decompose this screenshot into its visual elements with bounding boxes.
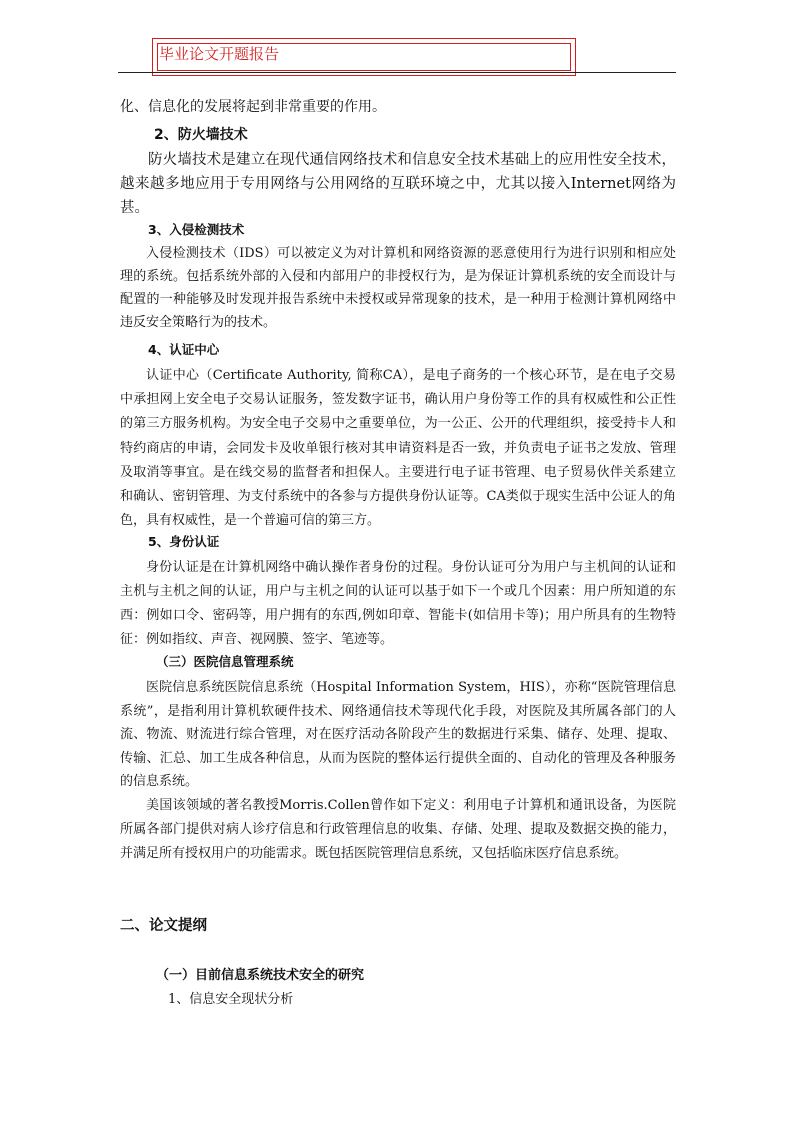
heading-ids: 3、入侵检测技术 — [148, 222, 245, 237]
header-rule — [118, 72, 676, 73]
outline-item-1-1: 1、信息安全现状分析 — [168, 992, 294, 1007]
paragraph-ca: 认证中心（Certificate Authority, 简称CA），是电子商务的一个核心环节，是在电子交易中承担网上安全电子交易认证服务，签发数字证书，确认用户身份等工作的具有权威性和公正性的第三方服务机构。为安全电子交易中之重要单位，为一公正、公开的代理组织，接受持卡人和特约商店的申请，会同发卡及收单银行核对其申请资料是否一致，并负责电子证书之发放、管理及取消等事宜。是在线交易的监督者和担保人。主要进行电子证书管理、电子贸易伙伴关系建立和确认、密钥管理、为支付系统中的各参与方提供身份认证等。CA类似于现实生活中公证人的角色，具有权威性，是一个普遍可信的第三方。 — [120, 368, 676, 529]
intro-line: 化、信息化的发展将起到非常重要的作用。 — [120, 99, 386, 115]
heading-firewall: 2、防火墙技术 — [154, 127, 248, 143]
paragraph-ids: 入侵检测技术（IDS）可以被定义为对计算机和网络资源的恶意使用行为进行识别和相应处理的系统。包括系统外部的入侵和内部用户的非授权行为，是为保证计算机系统的安全而设计与配置的一种能够及时发现并报告系统中未授权或异常现象的技术，是一种用于检测计算机网络中违反安全策略行为的技术。 — [120, 246, 676, 330]
paragraph-his-collen: 美国该领域的著名教授Morris.Collen曾作如下定义：利用电子计算机和通讯设备，为医院所属各部门提供对病人诊疗信息和行政管理信息的收集、存储、处理、提取及数据交换的能力，并满足所有授权用户的功能需求。既包括医院管理信息系统，又包括临床医疗信息系统。 — [120, 798, 676, 861]
heading-outline: 二、论文提纲 — [120, 918, 207, 934]
heading-his: （三）医院信息管理系统 — [156, 654, 294, 669]
heading-ca: 4、认证中心 — [148, 342, 220, 357]
heading-outline-section-1: （一）目前信息系统技术安全的研究 — [156, 968, 365, 983]
header-frame — [152, 38, 576, 76]
paragraph-his-definition: 医院信息系统医院信息系统（Hospital Information System，HIS），亦称“医院管理信息系统”，是指利用计算机软硬件技术、网络通信技术等现代化手段，对医院及其所属各部门的人流、物流、财流进行综合管理，对在医疗活动各阶段产生的数据进行采集、储存、处理、提取、传输、汇总、加工生成各种信息，从而为医院的整体运行提供全面的、自动化的管理及各种服务的信息系统。 — [120, 680, 676, 790]
paragraph-auth: 身份认证是在计算机网络中确认操作者身份的过程。身份认证可分为用户与主机间的认证和主机与主机之间的认证，用户与主机之间的认证可以基于如下一个或几个因素：用户所知道的东西：例如口令、密码等，用户拥有的东西,例如印章、智能卡(如信用卡等)；用户所具有的生物特征：例如指纹、声音、视网膜、签字、笔迹等。 — [120, 560, 676, 647]
header-title: 毕业论文开题报告 — [159, 45, 280, 63]
paragraph-firewall: 防火墙技术是建立在现代通信网络技术和信息安全技术基础上的应用性安全技术，越来越多地应用于专用网络与公用网络的互联环境之中，尤其以接入Internet网络为甚。 — [120, 152, 676, 216]
heading-auth: 5、身份认证 — [148, 534, 220, 549]
